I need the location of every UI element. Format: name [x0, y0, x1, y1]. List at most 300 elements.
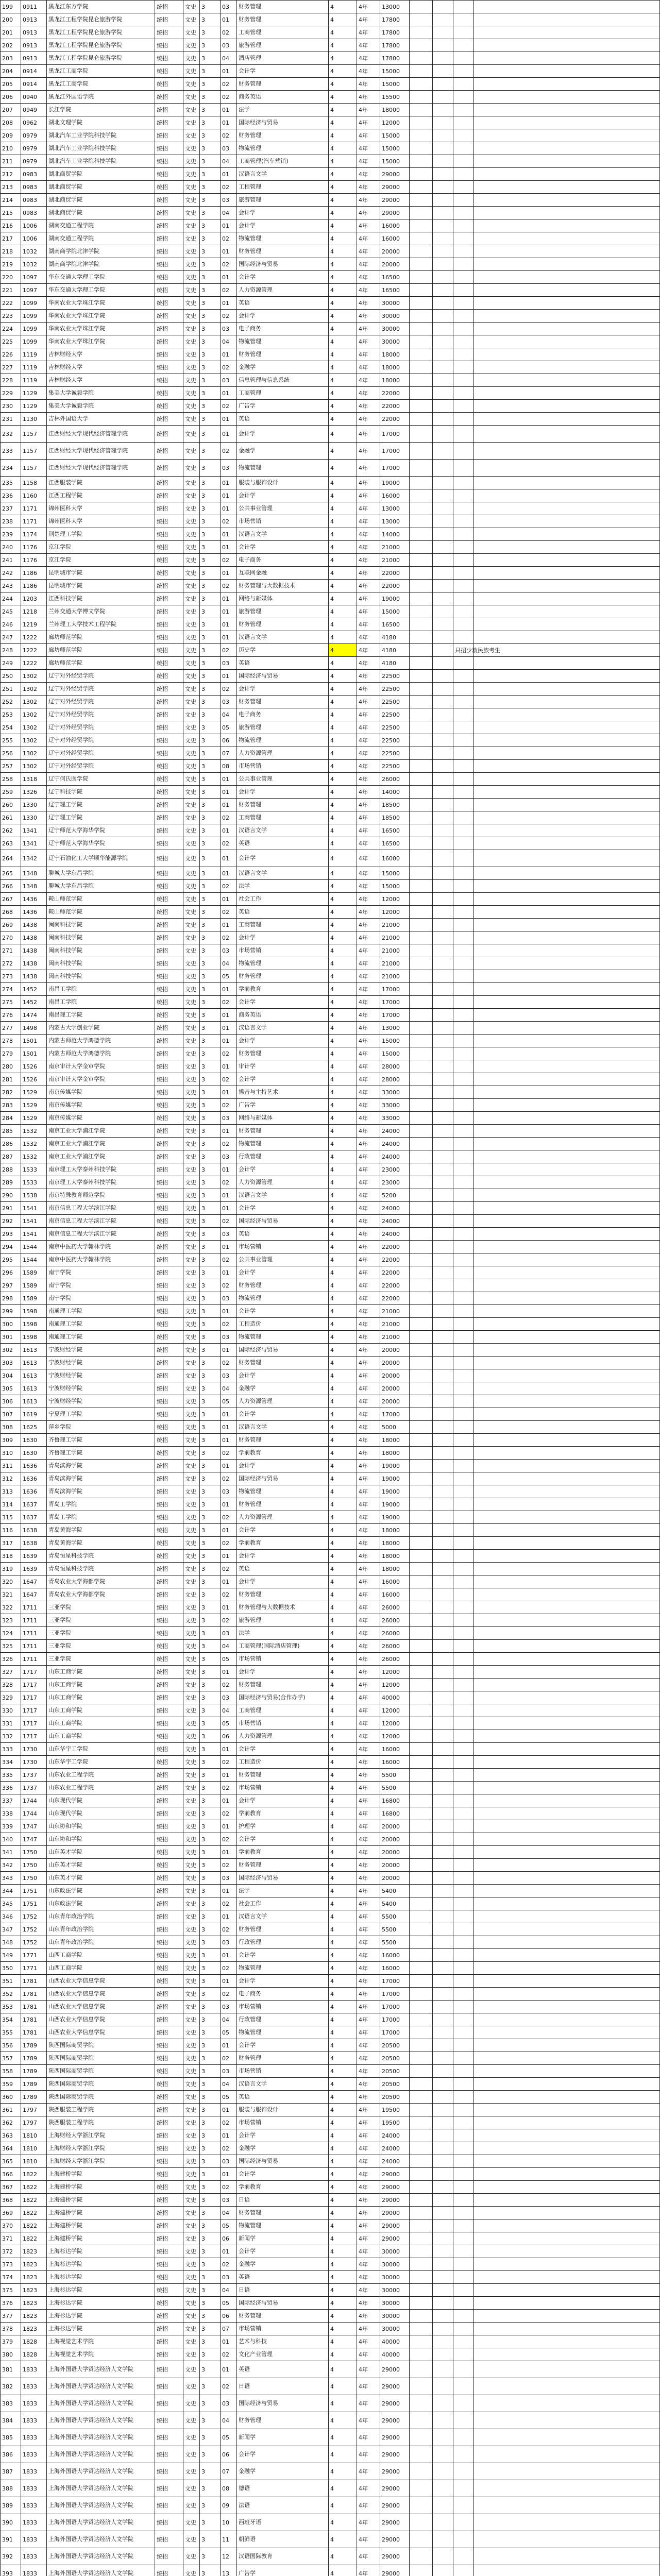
plan-count-cell: 4: [329, 104, 357, 116]
duration-cell: 4年: [357, 2310, 380, 2323]
tuition-cell: 22500: [380, 760, 410, 773]
school-code-cell: 1781: [21, 2001, 47, 2013]
enrollment-type-cell: 统招: [155, 1923, 183, 1936]
tuition-cell: 22500: [380, 747, 410, 760]
batch-cell: 3: [200, 708, 221, 721]
enrollment-type-cell: 统招: [155, 983, 183, 996]
extra-cell-1: [410, 1872, 433, 1885]
duration-cell: 4年: [357, 1318, 380, 1331]
enrollment-type-cell: 统招: [155, 1872, 183, 1885]
subject-cell: 文史: [183, 2232, 200, 2245]
row-index-cell: 330: [1, 1704, 21, 1717]
major-code-cell: 03: [221, 2395, 237, 2412]
row-index-cell: 210: [1, 142, 21, 155]
extra-cell-2: [433, 1022, 453, 1035]
duration-cell: 4年: [357, 1022, 380, 1035]
extra-cell-1: [410, 348, 433, 361]
school-name-cell: 山东工商学院: [47, 1679, 155, 1691]
major-code-cell: 01: [221, 2104, 237, 2116]
major-name-cell: 财务管理: [237, 799, 329, 811]
enrollment-type-cell: 统招: [155, 1112, 183, 1125]
tuition-cell: 26000: [380, 1614, 410, 1627]
remark-cell: [453, 1923, 474, 1936]
major-name-cell: 会计学: [237, 2446, 329, 2463]
extra-cell-2: [433, 721, 453, 734]
school-name-cell: 辽宁对外经贸学院: [47, 696, 155, 708]
remark-cell: [453, 944, 474, 957]
enrollment-type-cell: 统招: [155, 880, 183, 893]
duration-cell: 4年: [357, 1305, 380, 1318]
major-code-cell: 04: [221, 207, 237, 219]
school-name-cell: 上海杉达学院: [47, 2258, 155, 2271]
school-name-cell: 湖南交通工程学院: [47, 219, 155, 232]
enrollment-type-cell: 统招: [155, 1717, 183, 1730]
subject-cell: 文史: [183, 696, 200, 708]
enrollment-type-cell: 统招: [155, 2181, 183, 2194]
batch-cell: 3: [200, 1885, 221, 1897]
batch-cell: 3: [200, 1640, 221, 1653]
extra-cell-1: [410, 1704, 433, 1717]
extra-cell-1: [410, 232, 433, 245]
note-cell: [474, 1022, 660, 1035]
extra-cell-2: [433, 297, 453, 310]
batch-cell: 3: [200, 194, 221, 207]
tuition-cell: 16000: [380, 1575, 410, 1588]
enrollment-type-cell: 统招: [155, 310, 183, 323]
extra-cell-2: [433, 232, 453, 245]
school-name-cell: 宁波财经学院: [47, 1395, 155, 1408]
major-name-cell: 英语: [237, 297, 329, 310]
batch-cell: 3: [200, 2429, 221, 2446]
row-index-cell: 359: [1, 2078, 21, 2091]
table-row: [1, 39, 660, 52]
table-row: [1, 2497, 660, 2514]
extra-cell-1: [410, 2142, 433, 2155]
row-index-cell: 263: [1, 837, 21, 850]
major-name-cell: 国际经济与贸易: [237, 258, 329, 271]
major-name-cell: 财务管理: [237, 1, 329, 13]
subject-cell: 文史: [183, 541, 200, 554]
tuition-cell: 19500: [380, 2104, 410, 2116]
remark-cell: [453, 1614, 474, 1627]
batch-cell: 3: [200, 2245, 221, 2258]
enrollment-type-cell: 统招: [155, 1743, 183, 1756]
table-row: [1, 747, 660, 760]
note-cell: [474, 919, 660, 931]
batch-cell: 3: [200, 1086, 221, 1099]
tuition-cell: 30000: [380, 310, 410, 323]
school-name-cell: 南京信息工程大学滨江学院: [47, 1202, 155, 1215]
table-row: [1, 1369, 660, 1382]
plan-count-cell: 4: [329, 91, 357, 104]
row-index-cell: 199: [1, 1, 21, 13]
major-code-cell: 02: [221, 361, 237, 374]
note-cell: [474, 931, 660, 944]
extra-cell-1: [410, 1498, 433, 1511]
major-code-cell: 02: [221, 1318, 237, 1331]
tuition-cell: 5500: [380, 1910, 410, 1923]
duration-cell: 4年: [357, 747, 380, 760]
batch-cell: 3: [200, 2497, 221, 2514]
enrollment-type-cell: 统招: [155, 2039, 183, 2052]
row-index-cell: 347: [1, 1923, 21, 1936]
row-index-cell: 242: [1, 567, 21, 580]
school-name-cell: 宁波财经学院: [47, 1382, 155, 1395]
major-name-cell: 汉语言文学: [237, 168, 329, 181]
major-code-cell: 03: [221, 194, 237, 207]
major-code-cell: 01: [221, 1498, 237, 1511]
extra-cell-2: [433, 1575, 453, 1588]
note-cell: [474, 567, 660, 580]
major-code-cell: 01: [221, 1666, 237, 1679]
major-code-cell: 01: [221, 1743, 237, 1756]
major-name-cell: 法学: [237, 880, 329, 893]
batch-cell: 3: [200, 1782, 221, 1794]
tuition-cell: 16000: [380, 1743, 410, 1756]
batch-cell: 3: [200, 696, 221, 708]
batch-cell: 3: [200, 1228, 221, 1241]
major-name-cell: 工程造价: [237, 1318, 329, 1331]
remark-cell: [453, 1357, 474, 1369]
extra-cell-1: [410, 460, 433, 477]
table-row: [1, 2271, 660, 2284]
remark-cell: [453, 799, 474, 811]
note-cell: [474, 2361, 660, 2378]
enrollment-type-cell: 统招: [155, 65, 183, 78]
table-row: [1, 65, 660, 78]
batch-cell: 3: [200, 1305, 221, 1318]
major-code-cell: 02: [221, 1679, 237, 1691]
table-row: [1, 91, 660, 104]
note-cell: [474, 52, 660, 65]
school-name-cell: 内蒙古大学创业学院: [47, 1022, 155, 1035]
school-code-cell: 0913: [21, 26, 47, 39]
plan-count-cell: 4: [329, 2412, 357, 2429]
duration-cell: 4年: [357, 1588, 380, 1601]
extra-cell-2: [433, 1717, 453, 1730]
batch-cell: 3: [200, 1704, 221, 1717]
school-code-cell: 1823: [21, 2323, 47, 2335]
extra-cell-1: [410, 592, 433, 605]
batch-cell: 3: [200, 26, 221, 39]
extra-cell-1: [410, 1, 433, 13]
plan-count-cell: 4: [329, 773, 357, 786]
tuition-cell: 5400: [380, 1885, 410, 1897]
school-code-cell: 1822: [21, 2207, 47, 2219]
major-name-cell: 工商管理: [237, 919, 329, 931]
school-name-cell: 南京信息工程大学滨江学院: [47, 1228, 155, 1241]
major-code-cell: 02: [221, 232, 237, 245]
row-index-cell: 244: [1, 592, 21, 605]
extra-cell-1: [410, 168, 433, 181]
school-code-cell: 1129: [21, 400, 47, 413]
school-code-cell: 1810: [21, 2142, 47, 2155]
row-index-cell: 318: [1, 1550, 21, 1563]
row-index-cell: 297: [1, 1279, 21, 1292]
school-name-cell: 三亚学院: [47, 1601, 155, 1614]
batch-cell: 3: [200, 258, 221, 271]
enrollment-type-cell: 统招: [155, 2013, 183, 2026]
major-name-cell: 市场营销: [237, 944, 329, 957]
note-cell: [474, 1653, 660, 1666]
extra-cell-2: [433, 2565, 453, 2576]
school-code-cell: 1302: [21, 708, 47, 721]
school-name-cell: 闽南科技学院: [47, 944, 155, 957]
plan-count-cell: 4: [329, 1408, 357, 1421]
note-cell: [474, 1099, 660, 1112]
note-cell: [474, 1885, 660, 1897]
school-name-cell: 山西农业大学信息学院: [47, 2013, 155, 2026]
plan-count-cell: 4: [329, 1369, 357, 1382]
school-code-cell: 1330: [21, 811, 47, 824]
table-row: [1, 2284, 660, 2297]
remark-cell: [453, 2531, 474, 2548]
extra-cell-2: [433, 996, 453, 1009]
major-name-cell: 旅游管理: [237, 194, 329, 207]
duration-cell: 4年: [357, 824, 380, 837]
school-name-cell: 上海建桥学院: [47, 2168, 155, 2181]
subject-cell: 文史: [183, 219, 200, 232]
school-code-cell: 1781: [21, 2026, 47, 2039]
row-index-cell: 229: [1, 387, 21, 400]
school-code-cell: 1186: [21, 580, 47, 592]
row-index-cell: 276: [1, 1009, 21, 1022]
remark-cell: [453, 2361, 474, 2378]
plan-count-cell: 4: [329, 567, 357, 580]
note-cell: [474, 799, 660, 811]
plan-count-cell: 4: [329, 2039, 357, 2052]
plan-count-cell: 4: [329, 1550, 357, 1563]
table-row: [1, 2155, 660, 2168]
plan-count-cell: 4: [329, 2271, 357, 2284]
note-cell: [474, 760, 660, 773]
plan-count-cell: 4: [329, 52, 357, 65]
extra-cell-1: [410, 245, 433, 258]
note-cell: [474, 1640, 660, 1653]
duration-cell: 4年: [357, 2091, 380, 2104]
enrollment-type-cell: 统招: [155, 515, 183, 528]
major-code-cell: 03: [221, 1331, 237, 1344]
subject-cell: 文史: [183, 1897, 200, 1910]
school-name-cell: 山东工商学院: [47, 1704, 155, 1717]
enrollment-type-cell: 统招: [155, 1279, 183, 1292]
row-index-cell: 251: [1, 683, 21, 696]
enrollment-type-cell: 统招: [155, 232, 183, 245]
duration-cell: 4年: [357, 1666, 380, 1679]
school-code-cell: 1532: [21, 1125, 47, 1138]
enrollment-type-cell: 统招: [155, 2271, 183, 2284]
extra-cell-1: [410, 1614, 433, 1627]
school-name-cell: 华南农业大学珠江学院: [47, 335, 155, 348]
school-code-cell: 1452: [21, 983, 47, 996]
remark-cell: [453, 1782, 474, 1794]
remark-cell: [453, 721, 474, 734]
batch-cell: 3: [200, 1988, 221, 2001]
tuition-cell: 29000: [380, 2514, 410, 2531]
school-code-cell: 1348: [21, 867, 47, 880]
extra-cell-1: [410, 1112, 433, 1125]
batch-cell: 3: [200, 541, 221, 554]
table-row: [1, 2194, 660, 2207]
batch-cell: 3: [200, 413, 221, 426]
extra-cell-1: [410, 1846, 433, 1859]
batch-cell: 3: [200, 1060, 221, 1073]
note-cell: [474, 970, 660, 983]
plan-count-cell: 4: [329, 142, 357, 155]
school-code-cell: 1302: [21, 696, 47, 708]
batch-cell: 3: [200, 721, 221, 734]
remark-cell: [453, 2052, 474, 2065]
enrollment-type-cell: 统招: [155, 142, 183, 155]
school-name-cell: 江西财经大学现代经济管理学院: [47, 443, 155, 460]
note-cell: [474, 786, 660, 799]
extra-cell-2: [433, 1949, 453, 1962]
row-index-cell: 208: [1, 116, 21, 129]
school-code-cell: 1006: [21, 232, 47, 245]
remark-cell: [453, 1910, 474, 1923]
row-index-cell: 277: [1, 1022, 21, 1035]
subject-cell: 文史: [183, 116, 200, 129]
school-name-cell: 三亚学院: [47, 1614, 155, 1627]
duration-cell: 4年: [357, 1794, 380, 1807]
school-name-cell: 辽宁师范大学海华学院: [47, 837, 155, 850]
school-code-cell: 1438: [21, 944, 47, 957]
plan-count-cell: 4: [329, 554, 357, 567]
batch-cell: 3: [200, 1292, 221, 1305]
plan-count-cell: 4: [329, 541, 357, 554]
duration-cell: 4年: [357, 554, 380, 567]
remark-cell: [453, 2245, 474, 2258]
table-row: [1, 1717, 660, 1730]
batch-cell: 3: [200, 1923, 221, 1936]
extra-cell-2: [433, 760, 453, 773]
plan-count-cell: 4: [329, 1717, 357, 1730]
row-index-cell: 268: [1, 906, 21, 919]
table-row: [1, 811, 660, 824]
tuition-cell: 5500: [380, 1936, 410, 1949]
table-row: [1, 2116, 660, 2129]
duration-cell: 4年: [357, 618, 380, 631]
duration-cell: 4年: [357, 335, 380, 348]
note-cell: [474, 387, 660, 400]
duration-cell: 4年: [357, 850, 380, 867]
extra-cell-1: [410, 1666, 433, 1679]
enrollment-type-cell: 统招: [155, 460, 183, 477]
subject-cell: 文史: [183, 2310, 200, 2323]
major-name-cell: 审计学: [237, 1060, 329, 1073]
tuition-cell: 16500: [380, 618, 410, 631]
school-name-cell: 锦州医科大学: [47, 515, 155, 528]
row-index-cell: 211: [1, 155, 21, 168]
enrollment-type-cell: 统招: [155, 670, 183, 683]
tuition-cell: 24000: [380, 1202, 410, 1215]
plan-count-cell: 4: [329, 708, 357, 721]
tuition-cell: 22500: [380, 670, 410, 683]
enrollment-type-cell: 统招: [155, 116, 183, 129]
note-cell: [474, 657, 660, 670]
school-code-cell: 1526: [21, 1073, 47, 1086]
plan-count-cell: 4: [329, 1279, 357, 1292]
subject-cell: 文史: [183, 168, 200, 181]
row-index-cell: 247: [1, 631, 21, 644]
duration-cell: 4年: [357, 605, 380, 618]
extra-cell-1: [410, 1524, 433, 1537]
remark-cell: [453, 683, 474, 696]
table-row: [1, 1073, 660, 1086]
remark-cell: [453, 1859, 474, 1872]
batch-cell: 3: [200, 824, 221, 837]
table-row: [1, 567, 660, 580]
extra-cell-2: [433, 1640, 453, 1653]
table-row: [1, 983, 660, 996]
major-name-cell: 工程造价: [237, 1756, 329, 1769]
school-code-cell: 1822: [21, 2232, 47, 2245]
school-name-cell: 山东协和学院: [47, 1833, 155, 1846]
school-code-cell: 1452: [21, 996, 47, 1009]
row-index-cell: 390: [1, 2514, 21, 2531]
major-code-cell: 02: [221, 78, 237, 91]
tuition-cell: 29000: [380, 168, 410, 181]
extra-cell-1: [410, 2194, 433, 2207]
enrollment-type-cell: 统招: [155, 1, 183, 13]
plan-count-cell: 4: [329, 2378, 357, 2395]
tuition-cell: 15000: [380, 65, 410, 78]
row-index-cell: 235: [1, 477, 21, 489]
note-cell: [474, 1743, 660, 1756]
table-row: [1, 1588, 660, 1601]
extra-cell-2: [433, 2052, 453, 2065]
table-row: [1, 850, 660, 867]
school-name-cell: 陕西国际商贸学院: [47, 2039, 155, 2052]
school-code-cell: 1771: [21, 1962, 47, 1975]
extra-cell-1: [410, 477, 433, 489]
remark-cell: [453, 1099, 474, 1112]
subject-cell: 文史: [183, 2446, 200, 2463]
note-cell: [474, 2446, 660, 2463]
school-code-cell: 1119: [21, 374, 47, 387]
enrollment-type-cell: 统招: [155, 52, 183, 65]
remark-cell: [453, 580, 474, 592]
subject-cell: 文史: [183, 1859, 200, 1872]
note-cell: [474, 1498, 660, 1511]
tuition-cell: 22500: [380, 721, 410, 734]
batch-cell: 3: [200, 1575, 221, 1588]
subject-cell: 文史: [183, 824, 200, 837]
remark-cell: [453, 2348, 474, 2361]
duration-cell: 4年: [357, 502, 380, 515]
extra-cell-1: [410, 1962, 433, 1975]
tuition-cell: 29000: [380, 2429, 410, 2446]
enrollment-type-cell: 统招: [155, 1009, 183, 1022]
tuition-cell: 12000: [380, 1717, 410, 1730]
extra-cell-2: [433, 1627, 453, 1640]
subject-cell: 文史: [183, 2091, 200, 2104]
major-code-cell: 03: [221, 142, 237, 155]
enrollment-type-cell: 统招: [155, 631, 183, 644]
plan-count-cell: 4: [329, 1923, 357, 1936]
extra-cell-2: [433, 413, 453, 426]
batch-cell: 3: [200, 142, 221, 155]
duration-cell: 4年: [357, 1730, 380, 1743]
extra-cell-2: [433, 387, 453, 400]
major-code-cell: 02: [221, 310, 237, 323]
enrollment-type-cell: 统招: [155, 1498, 183, 1511]
school-code-cell: 1341: [21, 824, 47, 837]
table-row: [1, 734, 660, 747]
school-code-cell: 1533: [21, 1163, 47, 1176]
batch-cell: 3: [200, 1485, 221, 1498]
row-index-cell: 327: [1, 1666, 21, 1679]
